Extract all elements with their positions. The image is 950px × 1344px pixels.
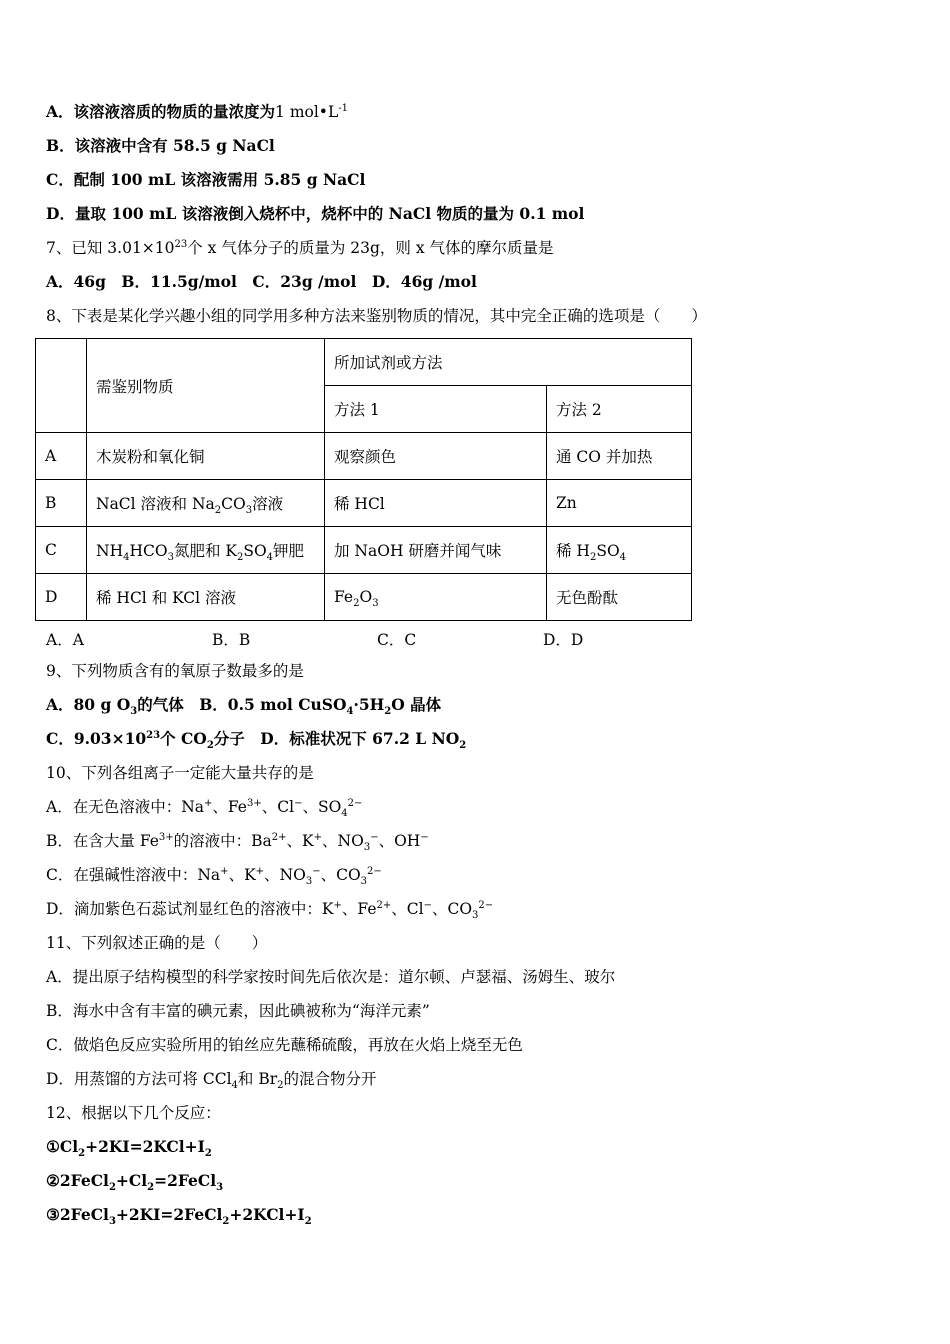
q8-answer-b: B．B xyxy=(212,631,251,649)
row-substance: NaCl 溶液和 $Na_2CO_3$溶液 xyxy=(87,480,325,527)
q7-stem: 7、已知 $3.01\times 10^{23}$个 x 气体分子的质量为 23g，则 x 气体的摩尔质量是 xyxy=(46,238,554,257)
q9-options-ab: A．80 g $O_3$的气体 B．0.5 mol $CuSO_4\cdot 5H_2O$ 晶体 xyxy=(46,695,442,718)
row-label: B xyxy=(36,480,87,527)
q12-stem: 12、根据以下几个反应： xyxy=(46,1104,221,1122)
row-method-2: 无色酚酞 xyxy=(547,574,692,621)
q11-stem: 11、下列叙述正确的是（ ） xyxy=(46,934,268,952)
table-row xyxy=(36,433,692,480)
row-method-1: 观察颜色 xyxy=(325,433,547,480)
q6-option-a: A．该溶液溶质的物质的量浓度为1 $mol•L^{-1}$ xyxy=(46,102,348,121)
header-method: 所加试剂或方法 xyxy=(325,339,692,386)
q7-options: A．46g B．11.5g/mol C．23g /mol D．46g /mol xyxy=(46,272,477,291)
q6-option-b: B．该溶液中含有 58.5 g NaCl xyxy=(46,136,275,155)
row-method-1: 稀 HCl xyxy=(325,480,547,527)
q10-option-a: A．在无色溶液中：Na+、$Fe^{3+}$、Cl−、$SO_4^{2-}$ xyxy=(46,797,363,820)
q8-table xyxy=(35,338,692,621)
q11-option-c: C．做焰色反应实验所用的铂丝应先蘸稀硫酸，再放在火焰上烧至无色 xyxy=(46,1036,523,1054)
row-label: C xyxy=(36,527,87,574)
table-row xyxy=(36,574,692,621)
q8-answer-d: D．D xyxy=(543,631,584,649)
row-method-1: 加 NaOH 研磨并闻气味 xyxy=(325,527,547,574)
row-method-2: Zn xyxy=(547,480,692,527)
table-row xyxy=(36,527,692,574)
q10-option-d: D．滴加紫色石蕊试剂显红色的溶液中：K+、$Fe^{2+}$、Cl−、$CO_3^{2-}$ xyxy=(46,899,494,922)
row-method-2: 稀 $H_2SO_4$ xyxy=(547,527,692,574)
table-row xyxy=(36,480,692,527)
q10-option-c: C．在强碱性溶液中：Na+、K+、$NO_3^-$、$CO_3^{2-}$ xyxy=(46,865,382,888)
row-method-1: $Fe_2O_3$ xyxy=(325,574,547,621)
q11-option-b: B．海水中含有丰富的碘元素，因此碘被称为“海洋元素” xyxy=(46,1002,430,1020)
q9-options-cd: C．$9.03\times 10^{23}$个 $CO_2$分子 D．标准状况下 67.2 L $NO_2$ xyxy=(46,729,467,752)
q6-option-d: D．量取 100 mL 该溶液倒入烧杯中，烧杯中的 NaCl 物质的量为 0.1 mol xyxy=(46,204,585,223)
row-label: D xyxy=(36,574,87,621)
row-substance: 木炭粉和氧化铜 xyxy=(87,433,325,480)
q9-stem: 9、下列物质含有的氧原子数最多的是 xyxy=(46,662,304,680)
q8-answer-c: C．C xyxy=(377,631,417,649)
q6-option-c: C．配制 100 mL 该溶液需用 5.85 g NaCl xyxy=(46,170,366,189)
q12-reaction-2: $②2FeCl_2+Cl_2=2FeCl_3$ xyxy=(46,1171,224,1194)
row-substance: $NH_4HCO_3$氮肥和 $K_2SO_4$钾肥 xyxy=(87,527,325,574)
q11-option-d: D．用蒸馏的方法可将 CCl$_4$和 $Br_2$的混合物分开 xyxy=(46,1070,377,1092)
q8-answer-a: A．A xyxy=(46,631,84,649)
q8-stem: 8、下表是某化学兴趣小组的同学用多种方法来鉴别物质的情况，其中完全正确的选项是（ ） xyxy=(46,307,707,325)
header-method-2: 方法 2 xyxy=(547,386,692,433)
header-method-1: 方法 1 xyxy=(325,386,547,433)
q11-option-a: A．提出原子结构模型的科学家按时间先后依次是：道尔顿、卢瑟福、汤姆生、玻尔 xyxy=(46,968,616,986)
table-corner-cell xyxy=(36,339,87,433)
q12-reaction-3: $③2FeCl_3+2KI=2FeCl_2+2KCl+I_2$ xyxy=(46,1205,312,1228)
row-substance: 稀 HCl 和 KCl 溶液 xyxy=(87,574,325,621)
q10-stem: 10、下列各组离子一定能大量共存的是 xyxy=(46,764,314,782)
q12-reaction-1: $①Cl_2+2KI=2KCl+I_2$ xyxy=(46,1137,212,1160)
row-label: A xyxy=(36,433,87,480)
row-method-2: 通 CO 并加热 xyxy=(547,433,692,480)
header-substance: 需鉴别物质 xyxy=(87,339,325,433)
q10-option-b: B．在含大量 $Fe^{3+}$的溶液中：$Ba^{2+}$、K+、$NO_3^-$、OH− xyxy=(46,831,429,854)
